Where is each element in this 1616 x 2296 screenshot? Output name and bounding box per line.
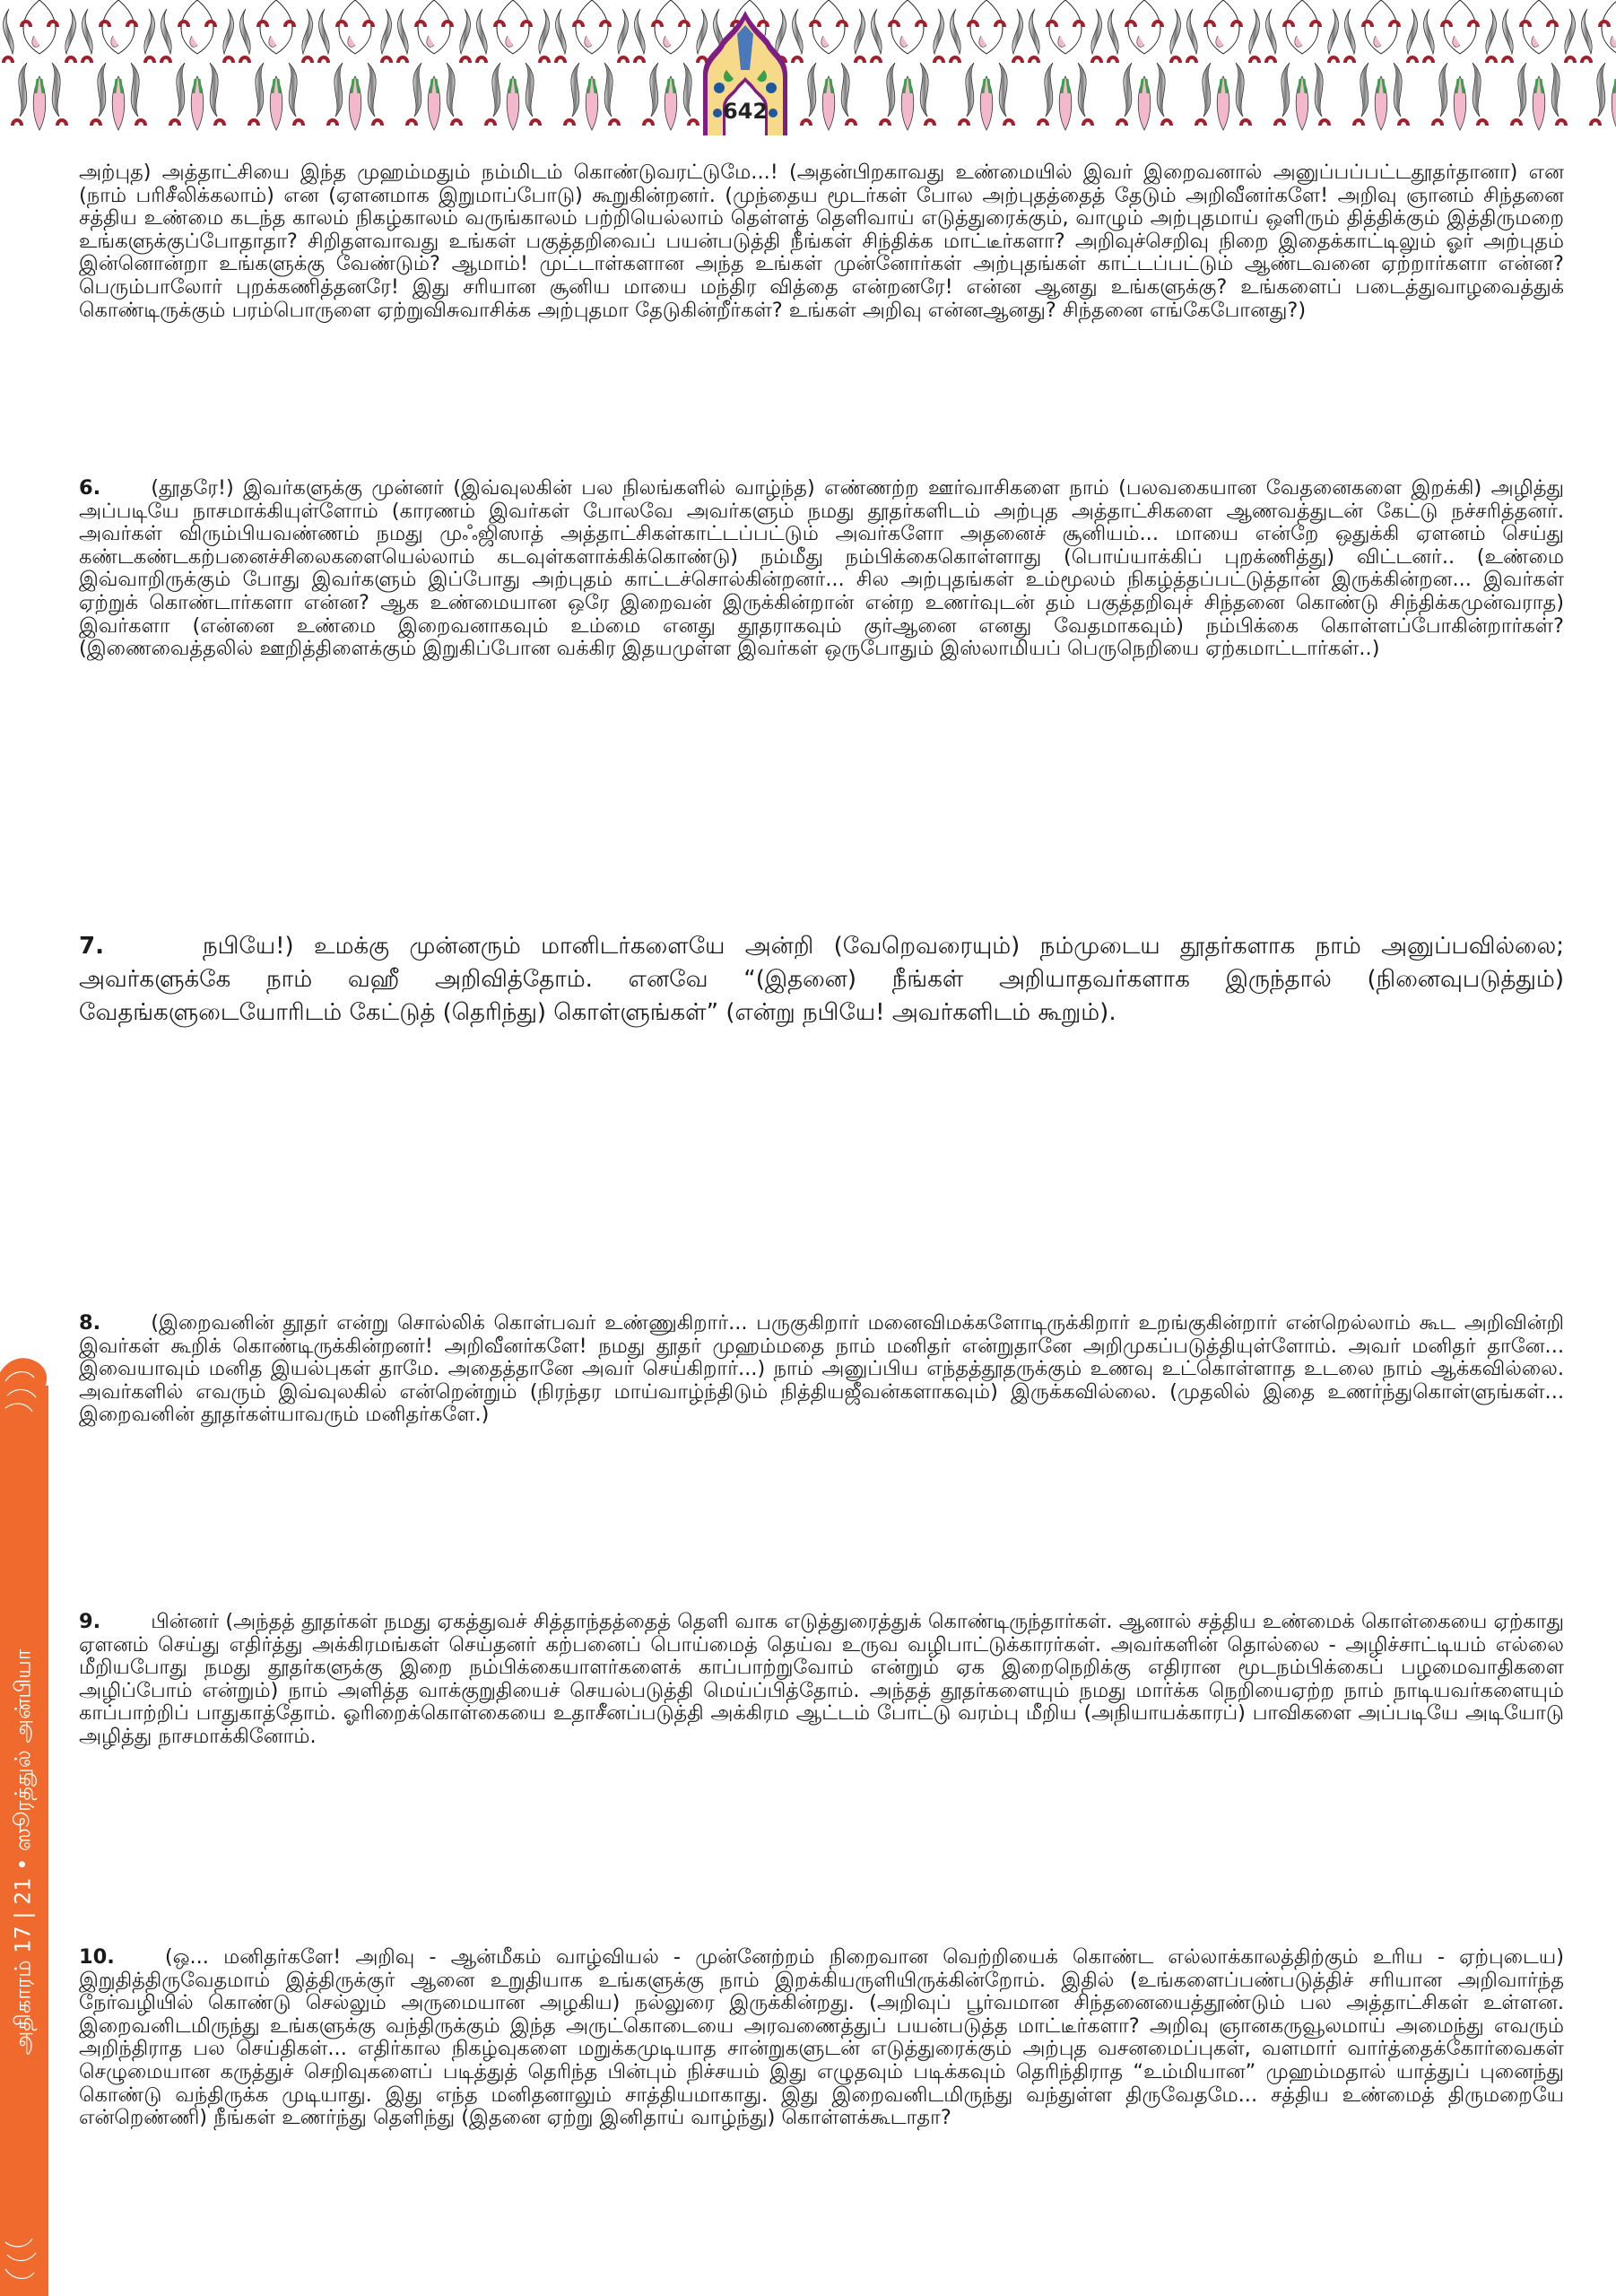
- side-lace-ornament-bottom: [0, 2233, 50, 2296]
- verse-text: நபியே!) உமக்கு முன்னரும் மானிடர்களையே அன்றி (வேறெவரையும்) நம்முடைய தூதர்களாக நாம் அனுப்பவில்லை; அவர்களுக்கே நாம் வஹீ அறிவித்தோம். எனவே “(இதனை) நீங்கள் அறியாதவர்களாக இருந்தால் (நினைவுபடுத்தும்) வேதங்களுடையோரிடம் கேட்டுத் (தெரிந்து) கொள்ளுங்கள்” (என்று நபியே! அவர்களிடம் கூறும்).: [79, 933, 1564, 1026]
- intro-paragraph: அற்புத) அத்தாட்சியை இந்த முஹம்மதும் நம்மிடம் கொண்டுவரட்டுமே...! (அதன்பிறகாவது உண்மையில் இவர் இறைவனால் அனுப்பப்பட்டதூதர்தானா) என (நாம் பரிசீலிக்கலாம்) என (ஏளனமாக இறுமாப்போடு) கூறுகின்றனர். (முந்தைய மூடர்கள் போல அற்புதத்தைத் தேடும் அறிவீனர்களே! அறிவு ஞானம் சிந்தனை சத்திய உண்மை கடந்த காலம் நிகழ்காலம் வருங்காலம் பற்றியெல்லாம் தெள்ளத் தெளிவாய் எடுத்துரைக்கும், வாழும் அற்புதமாய் ஒளிரும் தித்திக்கும் இத்திருமறை உங்களுக்குப்போதாதா? சிறிதளவாவது உங்கள் பகுத்தறிவைப் பயன்படுத்தி நீங்கள் சிந்திக்க மாட்டீர்களா? அறிவுச்செறிவு நிறை இதைக்காட்டிலும் ஓர் அற்புதம் இன்னொன்றா உங்களுக்கு வேண்டும்? ஆமாம்! முட்டாள்களான அந்த உங்கள் முன்னோர்கள் அற்புதங்கள் காட்டப்பட்டும் ஆண்டவனை ஏற்றார்களா என்ன? பெரும்பாலோர் புறக்கணித்தனரே! இது சரியான சூனிய மாயை மந்திர வித்தை என்றனரே! என்ன ஆனது உங்களுக்கு? உங்களைப் படைத்துவாழவைத்துக் கொண்டிருக்கும் பரம்பொருளை ஏற்றுவிசுவாசிக்க அற்புதமா தேடுகின்றீர்கள்? உங்கள் அறிவு என்னஆனது? சிந்தனை எங்கேபோனது?): [79, 161, 1564, 322]
- verse-number: 9.: [79, 1610, 101, 1633]
- verse-paragraph-9: [79, 1611, 1564, 1749]
- verse-text: பின்னர் (அந்தத் தூதர்கள் நமது ஏகத்துவச் சித்தாந்தத்தைத் தெளி வாக எடுத்துரைத்துக் கொண்டிருந்தார்கள். ஆனால் சத்திய உண்மைக் கொள்கையை ஏற்காது ஏளனம் செய்து எதிர்த்து அக்கிரமங்கள் செய்தனர் கற்பனைப் பொய்மைத் தெய்வ உருவ வழிபாட்டுக்காரர்கள். அவர்களின் தொல்லை - அழிச்சாட்டியம் எல்லை மீறியபோது நமது தூதர்களுக்கு இறை நம்பிக்கையாளர்களைக் காப்பாற்றுவோம் என்றும் ஏக இறைநெறிக்கு எதிரான மூடநம்பிக்கைப் பழமைவாதிகளை அழிப்போம் என்றும்) நாம் அளித்த வாக்குறுதியைச் செயல்படுத்தி மெய்ப்பித்தோம். அந்தத் தூதர்களையும் நமது மார்க்க நெறியைஏற்ற நாம் நாடியவர்களையும் காப்பாற்றிப் பாதுகாத்தோம். ஓரிறைக்கொள்கையை உதாசீனப்படுத்தி அக்கிரம ஆட்டம் போட்டு வரம்பு மீறிய (அநியாயக்காரப்) பாவிகளை அப்படியே அடியோடு அழித்து நாசமாக்கினோம்.: [79, 1610, 1564, 1748]
- verse-paragraph-6: [79, 477, 1564, 661]
- verse-text: (தூதரே!) இவர்களுக்கு முன்னர் (இவ்வுலகின் பல நிலங்களில் வாழ்ந்த) எண்ணற்ற ஊர்வாசிகளை நாம் (பலவகையான வேதனைகளை இறக்கி) அழித்து அப்படியே நாசமாக்கியுள்ளோம் (காரணம் இவர்கள் போலவே அவர்களும் நமது தூதர்களிடம் அற்புத அத்தாட்சிகளை ஆணவத்துடன் கேட்டு நச்சரித்தனர். அவர்கள் விரும்பியவண்ணம் நமது முஃஜிஸாத் அத்தாட்சிகள்காட்டப்பட்டும் அவர்களோ அதனைச் சூனியம்... மாயை என்றே ஒதுக்கி ஏளனம் செய்து கண்டகண்டகற்பனைச்சிலைகளையெல்லாம் கடவுள்களாக்கிக்கொண்டு) நம்மீது நம்பிக்கைகொள்ளாது (பொய்யாக்கிப் புறக்ணித்து) விட்டனர்.. (உண்மை இவ்வாறிருக்கும் போது இவர்களும் இப்போது அற்புதம் காட்டச்சொல்கின்றனர்... சில அற்புதங்கள் உம்மூலம் நிகழ்த்தப்பட்டுத்தான் இருக்கின்றன... இவர்கள் ஏற்றுக் கொண்டார்களா என்ன? ஆக உண்மையான ஒரே இறைவன் இருக்கின்றான் என்ற உணர்வுடன் தம் பகுத்தறிவுச் சிந்தனை கொண்டு சிந்திக்கமுன்வராத) இவர்களா (என்னை உண்மை இறைவனாகவும் உம்மை எனது தூதராகவும் குர்ஆனை எனது வேதமாகவும்) நம்பிக்கை கொள்ளப்போகின்றார்கள்? (இணைவைத்தலில் ஊறித்திளைக்கும் இறுகிப்போன வக்கிர இதயமுள்ள இவர்கள் ஒருபோதும் இஸ்லாமியப் பெருநெறியை ஏற்கமாட்டார்கள்..): [79, 476, 1564, 661]
- verse-text: (ஒ... மனிதர்களே! அறிவு - ஆன்மீகம் வாழ்வியல் - முன்னேற்றம் நிறைவான வெற்றியைக் கொண்ட எல்லாக்காலத்திற்கும் உரிய - ஏற்புடைய) இறுதித்திருவேதமாம் இத்திருக்குர் ஆனை உறுதியாக உங்களுக்கு நாம் இறக்கியருளியிருக்கின்றோம். இதில் (உங்களைப்பண்படுத்திச் சரியான அறிவார்ந்த நேர்வழியில் கொண்டு செல்லும் அருமையான அழகிய) நல்லுரை இருக்கின்றது. (அறிவுப் பூர்வமான சிந்தனையைத்தூண்டும் பல அத்தாட்சிகள் உள்ளன. இறைவனிடமிருந்து உங்களுக்கு வந்திருக்கும் இந்த அருட்கொடையை அரவணைத்துப் பயன்படுத்த மாட்டீர்களா? அறிவு ஞானகருவூலமாய் அமைந்து எவரும் அறிந்திராத பல செய்திகள்... எதிர்கால நிகழ்வுகளை மறுக்கமுடியாத சான்றுகளுடன் எடுத்துரைக்கும் அற்புத வசனமைப்புகள், வளமார் வார்த்தைக்கோர்வைகள் செழுமையான கருத்துச் செறிவுகளைப் படித்துத் தெரிந்த பின்பும் நிச்சயம் இது எழுதவும் படிக்கவும் தெரிந்திராத “உம்மியான” முஹம்மதால் யாத்துப் புனைந்து கொண்டு வந்திருக்க முடியாது. இது எந்த மனிதனாலும் சாத்தியமாகாது. இது இறைவனிடமிருந்து வந்துள்ள திருவேதமே... சத்திய உண்மைத் திருமறையே என்றெண்ணி) நீங்கள் உணர்ந்து தெளிந்து (இதனை ஏற்று இனிதாய் வாழ்ந்து) கொள்ளக்கூடாதா?: [79, 1945, 1564, 2130]
- verse-text: (இறைவனின் தூதர் என்று சொல்லிக் கொள்பவர் உண்ணுகிறார்... பருகுகிறார் மனைவிமக்களோடிருக்கிறார் உறங்குகின்றார் என்றெல்லாம் கூட அறிவின்றி இவர்கள் கூறிக் கொண்டிருக்கின்றனர்! அறிவீனர்களே! நமது தூதர் முஹம்மதை நாம் மனிதர் என்றுதானே அறிமுகப்படுத்தியுள்ளோம். அவர் மனிதர் தானே... இவையாவும் மனித இயல்புகள் தாமே. அதைத்தானே அவர் செய்கிறார்...) நாம் அனுப்பிய எந்தத்தூதருக்கும் உணவு உட்கொள்ளாத உடலை நாம் ஆக்கவில்லை. அவர்களில் எவரும் இவ்வுலகில் என்றென்றும் (நிரந்தர மாய்வாழ்ந்திடும் நித்தியஜீவன்களாகவும்) இருக்கவில்லை. (முதலில் இதை உணர்ந்துகொள்ளுங்கள்... இறைவனின் தூதர்கள்யாவரும் மனிதர்களே.): [79, 1311, 1564, 1427]
- verse-paragraph-8: [79, 1312, 1564, 1427]
- verse-paragraph-7: [79, 930, 1564, 1030]
- chapter-side-title: அதிகாரம் 17 | 21 • ஸூரத்துல் அன்பியா: [10, 1648, 36, 2056]
- verse-number: 8.: [79, 1311, 101, 1335]
- verse-number: 6.: [79, 476, 101, 500]
- verse-number: 7.: [79, 933, 104, 960]
- page-number: 642: [722, 99, 769, 124]
- side-lace-ornament-top: [0, 1354, 50, 1417]
- verse-paragraph-10: [79, 1946, 1564, 2130]
- header-ornament-band: [0, 0, 1616, 135]
- verse-number: 10.: [79, 1945, 115, 1969]
- floral-ornament-pattern: [0, 0, 1616, 135]
